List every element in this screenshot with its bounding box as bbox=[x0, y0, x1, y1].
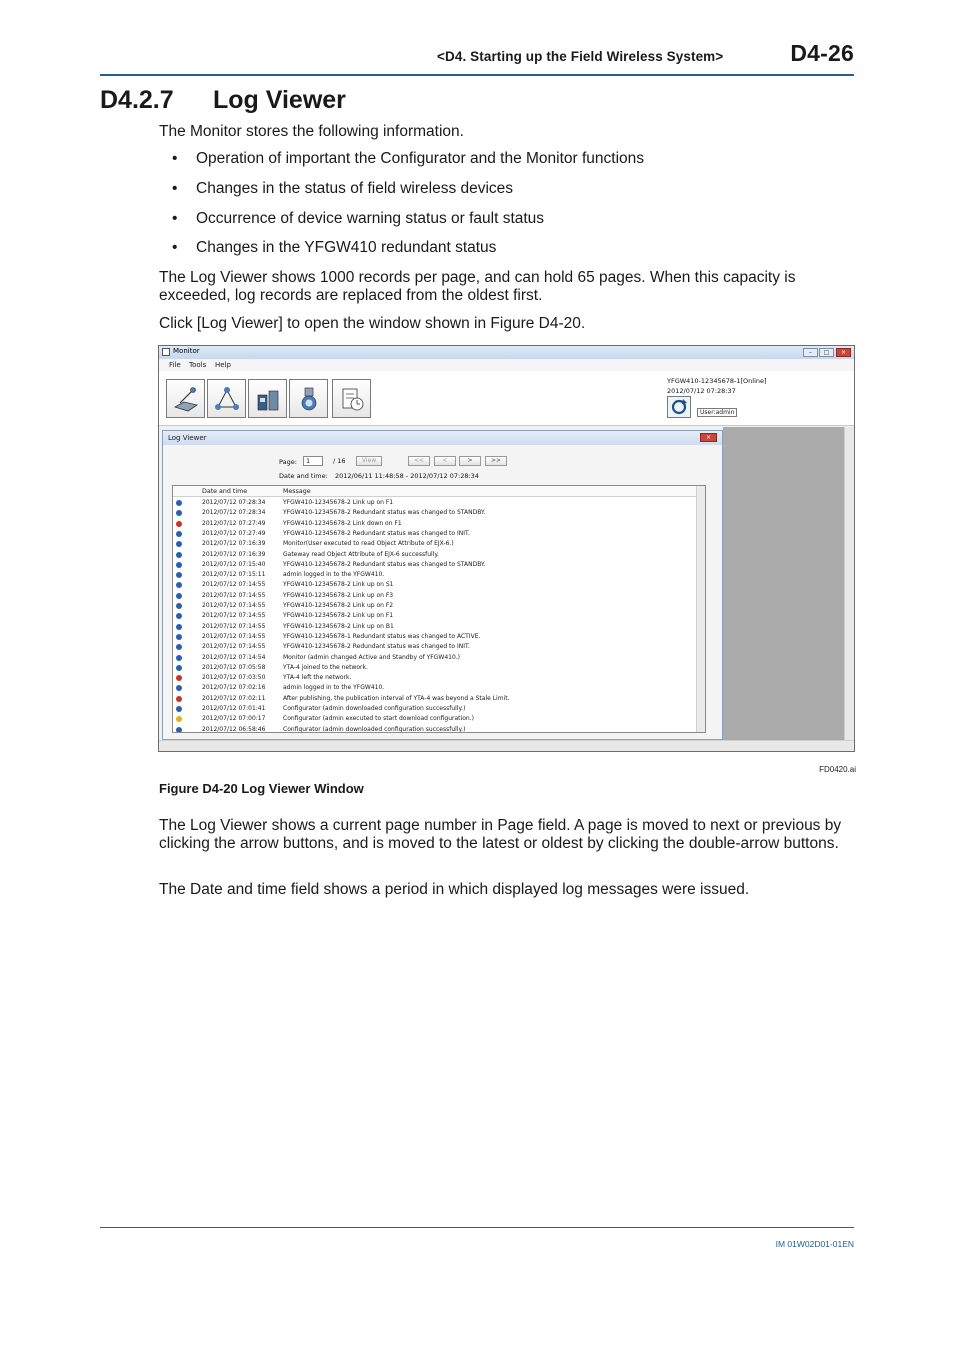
table-row[interactable] bbox=[173, 714, 698, 724]
column-message[interactable]: Message bbox=[283, 488, 311, 495]
oldest-button[interactable]: << bbox=[408, 456, 430, 466]
row-message: YTA-4 joined to the network. bbox=[283, 663, 368, 671]
table-row[interactable] bbox=[173, 704, 698, 714]
menu-tools[interactable]: Tools bbox=[189, 361, 207, 369]
table-row[interactable] bbox=[173, 611, 698, 621]
minimize-icon[interactable]: – bbox=[803, 348, 818, 357]
table-row[interactable] bbox=[173, 694, 698, 704]
row-date: 2012/07/12 07:02:11 bbox=[202, 694, 266, 702]
bullet-item: Changes in the YFGW410 redundant status bbox=[196, 239, 497, 256]
network-icon bbox=[213, 385, 241, 413]
info-status-icon bbox=[176, 541, 182, 547]
error-status-icon bbox=[176, 675, 182, 681]
device-status-button[interactable] bbox=[289, 379, 328, 418]
info-status-icon bbox=[176, 665, 182, 671]
transmitter-icon bbox=[295, 385, 323, 413]
device-list-button[interactable] bbox=[248, 379, 287, 418]
info-status-icon bbox=[176, 562, 182, 568]
row-message: YFGW410-12345678-2 Redundant status was changed to STANDBY. bbox=[283, 560, 486, 568]
menu-bar bbox=[159, 359, 854, 371]
click-paragraph: Click [Log Viewer] to open the window shown in Figure D4-20. bbox=[159, 315, 586, 332]
row-date: 2012/07/12 07:00:17 bbox=[202, 715, 266, 723]
page-input[interactable]: 1 bbox=[303, 456, 323, 466]
bullet-item: Operation of important the Configurator and the Monitor functions bbox=[196, 150, 645, 167]
table-row[interactable] bbox=[173, 663, 698, 673]
section-title: Log Viewer bbox=[213, 86, 346, 114]
row-date: 2012/07/12 07:03:50 bbox=[202, 674, 266, 682]
info-status-icon bbox=[176, 685, 182, 691]
row-message: YFGW410-12345678-2 Link up on F1 bbox=[283, 612, 394, 620]
row-date: 2012/07/12 07:05:58 bbox=[202, 663, 266, 671]
header-rule bbox=[100, 74, 854, 76]
table-row[interactable] bbox=[173, 725, 698, 733]
table-row[interactable] bbox=[173, 632, 698, 642]
latest-button[interactable]: >> bbox=[485, 456, 507, 466]
table-row[interactable] bbox=[173, 550, 698, 560]
row-message: Configurator (admin downloaded configuration successfully.) bbox=[283, 705, 466, 712]
bullet-dot: • bbox=[172, 150, 178, 167]
column-date[interactable]: Date and time bbox=[202, 488, 248, 495]
table-row[interactable] bbox=[173, 653, 698, 663]
row-date: 2012/07/12 07:28:34 bbox=[202, 509, 266, 517]
view-button[interactable]: View bbox=[356, 456, 382, 466]
row-date: 2012/07/12 07:01:41 bbox=[202, 705, 266, 712]
info-status-icon bbox=[176, 593, 182, 599]
page-total: / 16 bbox=[333, 457, 346, 465]
workspace-background bbox=[723, 427, 844, 740]
table-row[interactable] bbox=[173, 622, 698, 632]
gateway-status-panel bbox=[663, 374, 853, 424]
date-field-paragraph: The Date and time field shows a period in which displayed log messages were issued. bbox=[159, 881, 750, 898]
user-badge: User:admin bbox=[697, 408, 737, 417]
row-message: YFGW410-12345678-2 Link up on S1 bbox=[283, 581, 394, 589]
page-number: D4-26 bbox=[790, 40, 854, 66]
next-button[interactable]: > bbox=[459, 456, 481, 466]
table-row[interactable] bbox=[173, 529, 698, 539]
info-status-icon bbox=[176, 500, 182, 506]
row-date: 2012/07/12 07:15:40 bbox=[202, 560, 266, 568]
bullet-dot: • bbox=[172, 210, 178, 227]
row-message: Monitor(User executed to read Object Attribute of EJX-6.) bbox=[283, 540, 454, 548]
row-date: 2012/07/12 07:14:55 bbox=[202, 591, 266, 599]
row-message: Gateway read Object Attribute of EJX-6 successfully. bbox=[283, 550, 439, 558]
row-message: YFGW410-12345678-2 Link up on B1 bbox=[283, 622, 394, 630]
menu-help[interactable]: Help bbox=[215, 361, 231, 369]
table-row[interactable] bbox=[173, 560, 698, 570]
log-viewer-titlebar bbox=[163, 431, 722, 445]
info-status-icon bbox=[176, 644, 182, 650]
log-viewer-title: Log Viewer bbox=[168, 434, 207, 442]
row-message: YFGW410-12345678-2 Link up on F2 bbox=[283, 602, 394, 609]
row-message: admin logged in to the YFGW410. bbox=[283, 571, 385, 579]
log-viewer-icon bbox=[338, 385, 366, 413]
date-range: 2012/06/11 11:48:58 - 2012/07/12 07:28:34 bbox=[335, 472, 479, 480]
configurator-icon bbox=[172, 385, 200, 413]
row-date: 2012/07/12 07:27:49 bbox=[202, 519, 266, 527]
info-status-icon bbox=[176, 624, 182, 630]
log-viewer-window bbox=[162, 430, 723, 740]
close-icon[interactable]: × bbox=[836, 348, 851, 357]
info-status-icon bbox=[176, 603, 182, 609]
error-status-icon bbox=[176, 521, 182, 527]
date-label: Date and time: bbox=[279, 472, 328, 480]
log-viewer-screenshot bbox=[158, 345, 855, 752]
table-row[interactable] bbox=[173, 591, 698, 601]
row-date: 2012/07/12 07:14:55 bbox=[202, 612, 266, 620]
document-id: IM 01W02D01-01EN bbox=[775, 1239, 854, 1249]
table-row[interactable] bbox=[173, 570, 698, 580]
page-field-paragraph: The Log Viewer shows a current page number in Page field. A page is moved to next or previous by clicking the arrow buttons, and is moved to the latest or oldest by clicking the double-arrow buttons. bbox=[159, 817, 842, 852]
info-status-icon bbox=[176, 706, 182, 712]
row-message: Configurator (admin downloaded configuration successfully.) bbox=[283, 725, 466, 733]
bullet-item: Changes in the status of field wireless devices bbox=[196, 180, 514, 197]
refresh-icon bbox=[668, 397, 690, 417]
device-icon bbox=[254, 385, 282, 413]
info-status-icon bbox=[176, 552, 182, 558]
log-viewer-close-icon[interactable]: × bbox=[700, 433, 717, 442]
table-scrollbar[interactable] bbox=[696, 486, 705, 732]
table-row[interactable] bbox=[173, 580, 698, 590]
info-status-icon bbox=[176, 510, 182, 516]
table-row[interactable] bbox=[173, 539, 698, 549]
menu-file[interactable]: File bbox=[169, 361, 181, 369]
table-row[interactable] bbox=[173, 498, 698, 508]
window-title: Monitor bbox=[173, 347, 200, 355]
row-message: YTA-4 left the network. bbox=[283, 674, 352, 682]
table-row[interactable] bbox=[173, 601, 698, 611]
row-message: YFGW410-12345678-2 Link up on F3 bbox=[283, 591, 394, 599]
warning-status-icon bbox=[176, 716, 182, 722]
row-message: After publishing, the publication interval of YTA-4 was beyond a Stale Limit. bbox=[283, 694, 510, 702]
footer-rule bbox=[100, 1227, 854, 1228]
row-date: 2012/07/12 06:58:46 bbox=[202, 725, 266, 733]
chapter-header: <D4. Starting up the Field Wireless System> bbox=[437, 49, 724, 64]
maximize-icon[interactable]: □ bbox=[819, 348, 834, 357]
log-table-header bbox=[173, 486, 705, 497]
info-status-icon bbox=[176, 613, 182, 619]
row-date: 2012/07/12 07:14:55 bbox=[202, 581, 266, 589]
row-date: 2012/07/12 07:14:55 bbox=[202, 622, 266, 630]
capacity-paragraph: The Log Viewer shows 1000 records per page, and can hold 65 pages. When this capacity is exceeded, log records are replaced from the oldest first. bbox=[159, 269, 796, 304]
row-date: 2012/07/12 07:15:11 bbox=[202, 571, 266, 579]
row-message: YFGW410-12345678-2 Link down on F1 bbox=[283, 519, 402, 527]
info-status-icon bbox=[176, 531, 182, 537]
row-message: YFGW410-12345678-1 Redundant status was changed to ACTIVE. bbox=[283, 632, 481, 640]
table-row[interactable] bbox=[173, 519, 698, 529]
window-horizontal-scrollbar[interactable] bbox=[159, 740, 854, 752]
toolbar bbox=[159, 371, 854, 426]
bullet-item: Occurrence of device warning status or fault status bbox=[196, 210, 545, 227]
network-button[interactable] bbox=[207, 379, 246, 418]
window-vertical-scrollbar[interactable] bbox=[844, 427, 854, 740]
row-date: 2012/07/12 07:14:55 bbox=[202, 602, 266, 609]
row-message: Monitor (admin changed Active and Standby of YFGW410.) bbox=[283, 653, 461, 661]
bullet-dot: • bbox=[172, 180, 178, 197]
gateway-status: YFGW410-12345678-1[Online] bbox=[667, 377, 767, 385]
app-icon bbox=[162, 348, 170, 356]
log-table bbox=[172, 485, 706, 733]
row-date: 2012/07/12 07:14:55 bbox=[202, 632, 266, 640]
info-status-icon bbox=[176, 572, 182, 578]
previous-button[interactable]: < bbox=[434, 456, 456, 466]
figure-file-name: FD0420.ai bbox=[819, 765, 856, 774]
figure-caption: Figure D4-20 Log Viewer Window bbox=[159, 781, 364, 796]
row-date: 2012/07/12 07:28:34 bbox=[202, 499, 266, 506]
table-row[interactable] bbox=[173, 642, 698, 652]
window-titlebar bbox=[159, 346, 854, 359]
row-message: YFGW410-12345678-2 Link up on F1 bbox=[283, 499, 394, 506]
table-row[interactable] bbox=[173, 683, 698, 693]
log-viewer-button[interactable] bbox=[332, 379, 371, 418]
row-message: admin logged in to the YFGW410. bbox=[283, 684, 385, 692]
info-status-icon bbox=[176, 582, 182, 588]
row-date: 2012/07/12 07:14:55 bbox=[202, 643, 266, 651]
info-status-icon bbox=[176, 634, 182, 640]
row-date: 2012/07/12 07:14:54 bbox=[202, 653, 266, 661]
row-message: Configurator (admin executed to start download configuration.) bbox=[283, 715, 474, 723]
row-message: YFGW410-12345678-2 Redundant status was changed to INIT. bbox=[283, 529, 470, 537]
configurator-button[interactable] bbox=[166, 379, 205, 418]
info-status-icon bbox=[176, 727, 182, 733]
section-number: D4.2.7 bbox=[100, 86, 174, 114]
refresh-button[interactable] bbox=[667, 396, 691, 418]
row-date: 2012/07/12 07:16:39 bbox=[202, 540, 266, 548]
row-date: 2012/07/12 07:16:39 bbox=[202, 550, 266, 558]
gateway-time: 2012/07/12 07:28:37 bbox=[667, 387, 736, 395]
row-message: YFGW410-12345678-2 Redundant status was changed to STANDBY. bbox=[283, 509, 486, 517]
table-row[interactable] bbox=[173, 508, 698, 518]
error-status-icon bbox=[176, 696, 182, 702]
info-status-icon bbox=[176, 655, 182, 661]
table-row[interactable] bbox=[173, 673, 698, 683]
intro-paragraph: The Monitor stores the following information. bbox=[159, 123, 464, 140]
bullet-dot: • bbox=[172, 239, 178, 256]
row-date: 2012/07/12 07:02:16 bbox=[202, 684, 266, 692]
row-date: 2012/07/12 07:27:49 bbox=[202, 529, 266, 537]
page-label: Page: bbox=[279, 458, 297, 466]
row-message: YFGW410-12345678-2 Redundant status was changed to INIT. bbox=[283, 643, 470, 651]
